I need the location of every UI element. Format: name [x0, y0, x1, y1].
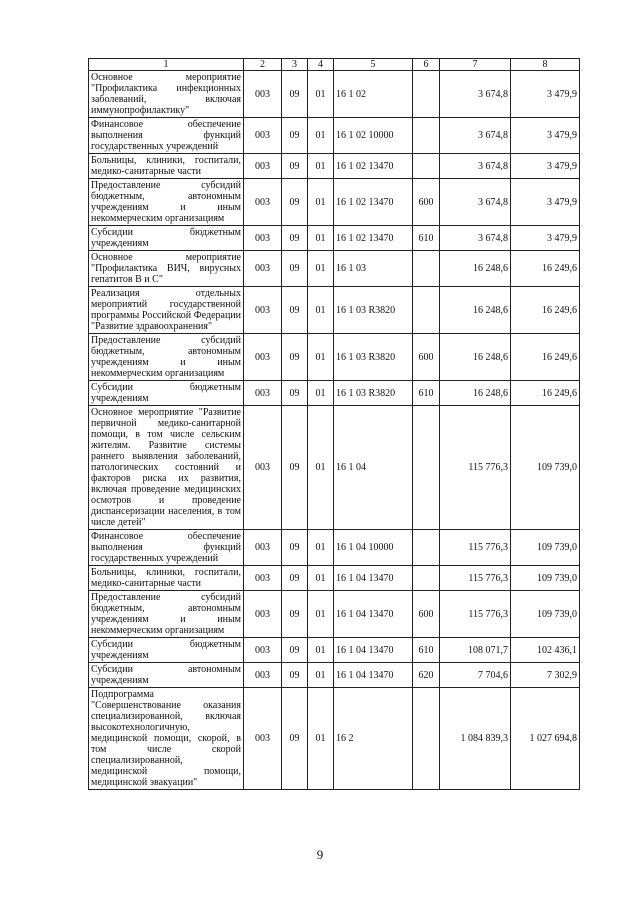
expense-type-code: 600 — [413, 334, 440, 381]
target-article-code: 16 1 02 — [334, 71, 413, 118]
ministry-code: 003 — [244, 566, 282, 591]
subsection-code: 01 — [308, 334, 334, 381]
table-row — [89, 566, 580, 591]
target-article-code: 16 1 04 13470 — [334, 591, 413, 638]
amount-year-1: 3 674,8 — [440, 179, 511, 226]
expense-type-code: 610 — [413, 381, 440, 406]
row-name: Основное мероприятие "Профилактика ВИЧ, вирусных гепатитов В и С" — [89, 251, 244, 287]
section-code: 09 — [282, 71, 308, 118]
subsection-code: 01 — [308, 381, 334, 406]
subsection-code: 01 — [308, 179, 334, 226]
section-code: 09 — [282, 179, 308, 226]
table-row — [89, 154, 580, 179]
header-col-2: 2 — [244, 59, 282, 71]
table-row — [89, 71, 580, 118]
section-code: 09 — [282, 226, 308, 251]
expense-type-code: 610 — [413, 638, 440, 663]
expense-type-code — [413, 251, 440, 287]
amount-year-2: 109 739,0 — [511, 406, 580, 530]
subsection-code: 01 — [308, 530, 334, 566]
header-col-1: 1 — [89, 59, 244, 71]
target-article-code: 16 1 04 — [334, 406, 413, 530]
expense-type-code: 620 — [413, 663, 440, 688]
row-name: Субсидии бюджетным учреждениям — [89, 226, 244, 251]
row-name: Финансовое обеспечение выполнения функций государственных учреждений — [89, 530, 244, 566]
row-name: Основное мероприятие "Профилактика инфекционных заболеваний, включая иммунопрофилактику" — [89, 71, 244, 118]
amount-year-1: 108 071,7 — [440, 638, 511, 663]
table-row — [89, 334, 580, 381]
target-article-code: 16 1 02 13470 — [334, 226, 413, 251]
table-row — [89, 406, 580, 530]
ministry-code: 003 — [244, 179, 282, 226]
amount-year-1: 3 674,8 — [440, 226, 511, 251]
subsection-code: 01 — [308, 688, 334, 790]
target-article-code: 16 2 — [334, 688, 413, 790]
table-row — [89, 591, 580, 638]
ministry-code: 003 — [244, 287, 282, 334]
target-article-code: 16 1 03 R3820 — [334, 381, 413, 406]
target-article-code: 16 1 04 10000 — [334, 530, 413, 566]
section-code: 09 — [282, 530, 308, 566]
target-article-code: 16 1 04 13470 — [334, 663, 413, 688]
target-article-code: 16 1 03 R3820 — [334, 287, 413, 334]
row-name: Подпрограмма "Совершенствование оказания специализированной, включая высокотехнологичную, медицинской помощи, скорой, в том числе скорой специализированной, медицинской помощи, медицинской эвакуации" — [89, 688, 244, 790]
target-article-code: 16 1 04 13470 — [334, 638, 413, 663]
amount-year-2: 3 479,9 — [511, 154, 580, 179]
table-row — [89, 179, 580, 226]
expense-type-code: 600 — [413, 179, 440, 226]
row-name: Финансовое обеспечение выполнения функций государственных учреждений — [89, 118, 244, 154]
amount-year-2: 16 249,6 — [511, 334, 580, 381]
ministry-code: 003 — [244, 334, 282, 381]
section-code: 09 — [282, 118, 308, 154]
subsection-code: 01 — [308, 251, 334, 287]
amount-year-2: 102 436,1 — [511, 638, 580, 663]
row-name: Предоставление субсидий бюджетным, автономным учреждениям и иным некоммерческим организациям — [89, 334, 244, 381]
table-row — [89, 381, 580, 406]
subsection-code: 01 — [308, 591, 334, 638]
table-row — [89, 251, 580, 287]
expense-type-code — [413, 530, 440, 566]
header-col-4: 4 — [308, 59, 334, 71]
subsection-code: 01 — [308, 287, 334, 334]
subsection-code: 01 — [308, 226, 334, 251]
header-col-6: 6 — [413, 59, 440, 71]
amount-year-1: 115 776,3 — [440, 566, 511, 591]
amount-year-2: 7 302,9 — [511, 663, 580, 688]
amount-year-2: 3 479,9 — [511, 71, 580, 118]
subsection-code: 01 — [308, 406, 334, 530]
section-code: 09 — [282, 381, 308, 406]
amount-year-1: 7 704,6 — [440, 663, 511, 688]
ministry-code: 003 — [244, 591, 282, 638]
row-name: Больницы, клиники, госпитали, медико-санитарные части — [89, 566, 244, 591]
row-name: Реализация отдельных мероприятий государственной программы Российской Федерации "Развитие здравоохранения" — [89, 287, 244, 334]
ministry-code: 003 — [244, 663, 282, 688]
row-name: Предоставление субсидий бюджетным, автономным учреждениям и иным некоммерческим организациям — [89, 591, 244, 638]
amount-year-2: 3 479,9 — [511, 226, 580, 251]
ministry-code: 003 — [244, 226, 282, 251]
row-name: Предоставление субсидий бюджетным, автономным учреждениям и иным некоммерческим организациям — [89, 179, 244, 226]
ministry-code: 003 — [244, 154, 282, 179]
table-row — [89, 530, 580, 566]
amount-year-1: 16 248,6 — [440, 334, 511, 381]
header-col-7: 7 — [440, 59, 511, 71]
section-code: 09 — [282, 406, 308, 530]
section-code: 09 — [282, 566, 308, 591]
amount-year-1: 3 674,8 — [440, 154, 511, 179]
amount-year-2: 3 479,9 — [511, 179, 580, 226]
table-row — [89, 226, 580, 251]
amount-year-2: 16 249,6 — [511, 287, 580, 334]
section-code: 09 — [282, 154, 308, 179]
target-article-code: 16 1 03 — [334, 251, 413, 287]
amount-year-1: 16 248,6 — [440, 251, 511, 287]
amount-year-1: 1 084 839,3 — [440, 688, 511, 790]
section-code: 09 — [282, 638, 308, 663]
amount-year-2: 16 249,6 — [511, 251, 580, 287]
amount-year-2: 1 027 694,8 — [511, 688, 580, 790]
amount-year-1: 3 674,8 — [440, 71, 511, 118]
ministry-code: 003 — [244, 118, 282, 154]
target-article-code: 16 1 04 13470 — [334, 566, 413, 591]
expense-type-code — [413, 71, 440, 118]
target-article-code: 16 1 02 13470 — [334, 154, 413, 179]
page-number: 9 — [316, 847, 324, 862]
section-code: 09 — [282, 287, 308, 334]
row-name: Основное мероприятие "Развитие первичной медико-санитарной помощи, в том числе сельским жителям. Развитие системы раннего выявления заболеваний, патологических состояний и факторов риска их развития, включая проведение медицинских осмотров и проведение диспансеризации населения, в том числе детей" — [89, 406, 244, 530]
section-code: 09 — [282, 334, 308, 381]
amount-year-2: 109 739,0 — [511, 530, 580, 566]
expense-type-code — [413, 154, 440, 179]
ministry-code: 003 — [244, 688, 282, 790]
amount-year-2: 109 739,0 — [511, 566, 580, 591]
amount-year-1: 115 776,3 — [440, 406, 511, 530]
table-row — [89, 638, 580, 663]
ministry-code: 003 — [244, 530, 282, 566]
section-code: 09 — [282, 591, 308, 638]
table-row — [89, 688, 580, 790]
ministry-code: 003 — [244, 71, 282, 118]
budget-table — [88, 58, 580, 790]
row-name: Субсидии автономным учреждениям — [89, 663, 244, 688]
amount-year-1: 115 776,3 — [440, 530, 511, 566]
subsection-code: 01 — [308, 71, 334, 118]
row-name: Субсидии бюджетным учреждениям — [89, 638, 244, 663]
amount-year-2: 16 249,6 — [511, 381, 580, 406]
table-row — [89, 118, 580, 154]
target-article-code: 16 1 02 10000 — [334, 118, 413, 154]
target-article-code: 16 1 03 R3820 — [334, 334, 413, 381]
subsection-code: 01 — [308, 154, 334, 179]
header-col-5: 5 — [334, 59, 413, 71]
table-row — [89, 663, 580, 688]
section-code: 09 — [282, 688, 308, 790]
target-article-code: 16 1 02 13470 — [334, 179, 413, 226]
amount-year-2: 109 739,0 — [511, 591, 580, 638]
amount-year-1: 16 248,6 — [440, 287, 511, 334]
expense-type-code — [413, 287, 440, 334]
header-col-3: 3 — [282, 59, 308, 71]
amount-year-1: 3 674,8 — [440, 118, 511, 154]
expense-type-code — [413, 118, 440, 154]
subsection-code: 01 — [308, 663, 334, 688]
section-code: 09 — [282, 663, 308, 688]
subsection-code: 01 — [308, 638, 334, 663]
ministry-code: 003 — [244, 381, 282, 406]
row-name: Больницы, клиники, госпитали, медико-санитарные части — [89, 154, 244, 179]
amount-year-1: 115 776,3 — [440, 591, 511, 638]
header-col-8: 8 — [511, 59, 580, 71]
section-code: 09 — [282, 251, 308, 287]
expense-type-code: 610 — [413, 226, 440, 251]
ministry-code: 003 — [244, 406, 282, 530]
expense-type-code — [413, 406, 440, 530]
row-name: Субсидии бюджетным учреждениям — [89, 381, 244, 406]
amount-year-1: 16 248,6 — [440, 381, 511, 406]
subsection-code: 01 — [308, 118, 334, 154]
ministry-code: 003 — [244, 251, 282, 287]
table-header-row — [89, 59, 580, 71]
expense-type-code — [413, 688, 440, 790]
ministry-code: 003 — [244, 638, 282, 663]
amount-year-2: 3 479,9 — [511, 118, 580, 154]
expense-type-code — [413, 566, 440, 591]
expense-type-code: 600 — [413, 591, 440, 638]
subsection-code: 01 — [308, 566, 334, 591]
table-row — [89, 287, 580, 334]
